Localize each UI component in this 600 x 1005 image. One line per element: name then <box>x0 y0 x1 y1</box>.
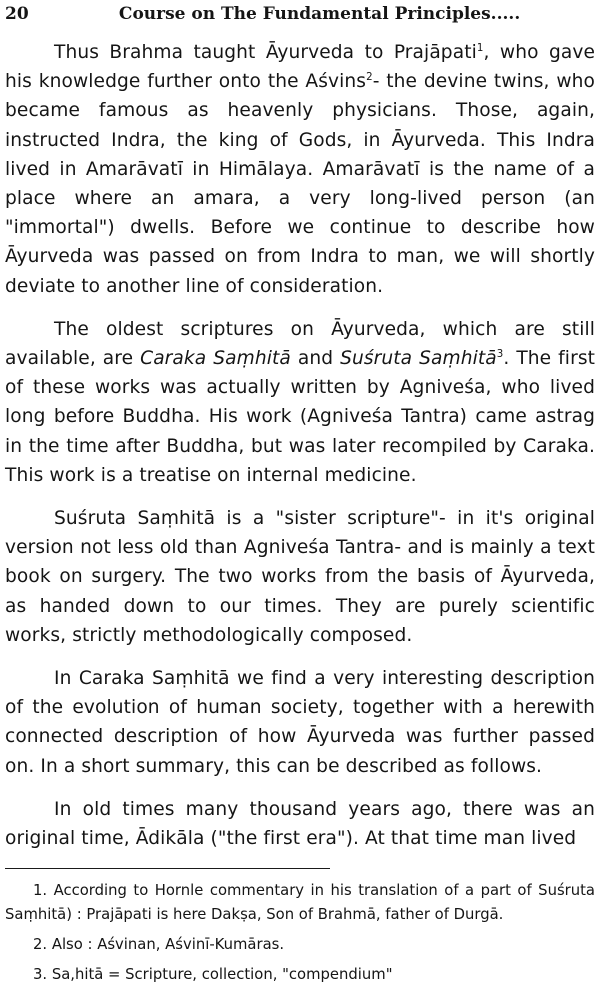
paragraph-2-text-b: and <box>290 348 341 370</box>
paragraph-1 <box>5 38 595 301</box>
paragraph-1-text-b: , who gave his knowledge further onto the Aśvins <box>5 42 595 93</box>
footnote-divider <box>5 868 330 869</box>
footnote-ref-1: 1 <box>476 42 484 54</box>
footnote-2: 2. Also : Aśvinan, Aśvinī-Kumāras. <box>33 936 285 953</box>
paragraph-2 <box>5 315 595 490</box>
footnote-1: 1. According to Hornle commentary in his translation of a part of Suśruta Saṃhitā) : Prajāpati is here Dakṣa, Son of Brahmā, father of Durgā. <box>5 882 595 923</box>
paragraph-5: In old times many thousand years ago, there was an original time, Ādikāla ("the first era"). At that time man lived <box>5 798 595 850</box>
running-header <box>5 2 590 26</box>
title-susruta-samhita: Suśruta Saṃhitā <box>340 348 497 370</box>
footnote-ref-3: 3 <box>496 348 504 360</box>
footnote-3: 3. Sa,hitā = Scripture, collection, "compendium" <box>33 966 393 983</box>
footnotes <box>5 879 595 993</box>
page-number: 20 <box>5 4 29 24</box>
paragraph-3: Suśruta Saṃhitā is a "sister scripture"- in it's original version not less old than Agniveśa Tantra- and is mainly a text book on surgery. The two works from the basis of Āyurveda, as handed down to our times. They are purely scientific works, strictly methodologically composed. <box>5 508 595 646</box>
paragraph-2-text-a: The oldest scriptures on Āyurveda, which are still available, are <box>5 318 595 370</box>
title-caraka-samhita: Caraka Saṃhitā <box>140 348 291 370</box>
running-title: Course on The Fundamental Principles..... <box>118 4 521 24</box>
paragraph-2-text-c: . The first of these works was actually written by Agniveśa, who lived long before Buddha. His work (Agniveśa Tantra) came astrag in the time after Buddha, but was later recompiled by Caraka. This work is a treatise on internal medicine. <box>5 348 595 486</box>
paragraph-1-text-a: Thus Brahma taught Āyurveda to Prajāpati <box>54 42 477 63</box>
footnote-ref-2: 2 <box>366 72 373 84</box>
paragraph-4: In Caraka Saṃhitā we find a very interesting description of the evolution of human society, together with a herewith connected description of how Āyurveda was further passed on. In a short summary, this can be described as follows. <box>5 668 595 777</box>
body-text <box>5 38 595 853</box>
paragraph-1-text-c: - the devine twins, who became famous as heavenly physicians. Those, again, instructed Indra, the king of Gods, in Āyurveda. This Indra lived in Amarāvatī in Himālaya. Amarāvatī is the name of a place where an amara, a very long-lived person (an "immortal") dwells. Before we continue to describe how Āyurveda was passed on from Indra to man, we will shortly deviate to another line of consideration. <box>5 71 595 297</box>
